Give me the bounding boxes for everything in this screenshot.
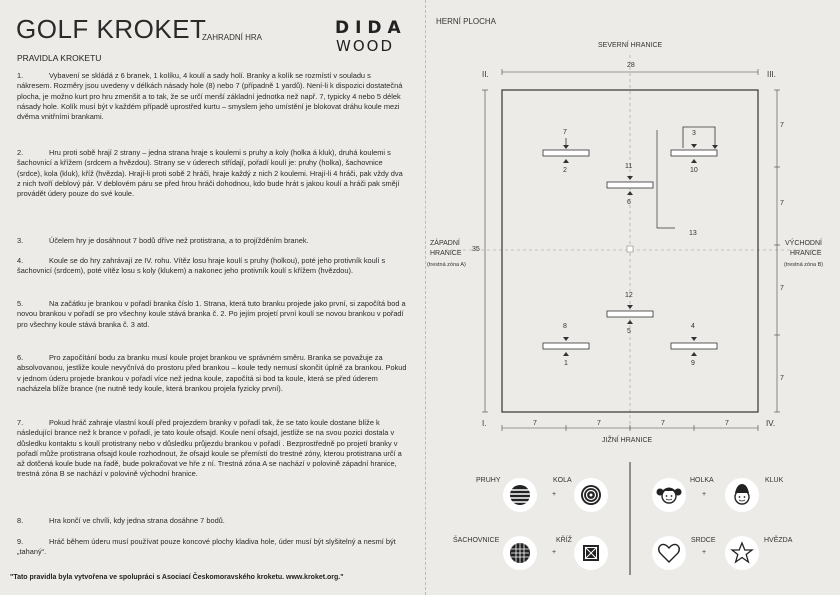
dim-east-3: 7	[780, 285, 784, 292]
ball-srdce	[652, 536, 686, 570]
ball-hvezda	[725, 536, 759, 570]
wicket-num: 5	[627, 328, 631, 335]
wicket-num: 9	[691, 360, 695, 367]
rule-text: Koule se do hry zahrávají ze IV. rohu. Vítěz losu hraje koulí s pruhy (holkou), poté jeho protivník koulí s šachovnicí (srdcem), poté vítěz losu s koly (klukem) a nakonec jeho protivník koulí s křížem (hvězdou).	[17, 256, 386, 276]
peg-number: 13	[689, 230, 697, 237]
rule-number: 9.	[17, 537, 24, 546]
legend-plus: +	[702, 549, 707, 556]
wicket-1	[543, 138, 589, 163]
route-arrow	[683, 127, 715, 148]
legend-hvezda: HVĚZDA	[764, 537, 793, 544]
field-width: 28	[627, 62, 635, 69]
dim-east-4: 7	[780, 375, 784, 382]
dim-south-4: 7	[725, 420, 729, 427]
dim-south-2: 7	[597, 420, 601, 427]
peg-pointer	[657, 130, 675, 228]
rules-heading: PRAVIDLA KROKETU	[17, 53, 102, 63]
rule-text: Na začátku je brankou v pořadí branka číslo 1. Strana, která tuto branku projede jako první, si započítá bod a novou brankou v pořadí se pro všechny koule stává branka č. 2. Po jejím projetí první koulí se novou brankou v pořadí pro všechny koule stává branka č. 3 atd.	[17, 299, 406, 329]
east-penalty-zone: (trestná zóna B)	[784, 262, 824, 268]
west-boundary-label-2: HRANICE	[430, 250, 462, 257]
rule-text: Hra končí ve chvíli, kdy jedna strana dosáhne 7 bodů.	[49, 516, 225, 525]
ball-kriz	[574, 536, 608, 570]
dim-east-1: 7	[780, 122, 784, 129]
wicket-3	[671, 144, 717, 163]
dim-south-1: 7	[533, 420, 537, 427]
rule-item	[17, 537, 407, 558]
rule-number: 3.	[17, 236, 24, 245]
wicket-num: 10	[690, 167, 698, 174]
ball-pruhy	[503, 478, 537, 512]
north-boundary-label: SEVERNÍ HRANICE	[598, 42, 663, 49]
corner-2-label: II.	[482, 70, 489, 79]
field-heading: HERNÍ PLOCHA	[436, 17, 497, 26]
footer-note: "Tato pravidla byla vytvořena ve spolupráci s Asociací Českomoravského kroketu. www.kroket.org."	[10, 574, 344, 581]
rule-item	[17, 299, 407, 330]
page-title: GOLF KROKET	[16, 14, 207, 44]
legend-plus: +	[552, 491, 557, 498]
wicket-num: 6	[627, 199, 631, 206]
logo-bottom: WOOD	[336, 37, 394, 55]
wicket-num: 4	[691, 323, 695, 330]
wicket-num: 3	[692, 130, 696, 137]
corner-3-label: III.	[767, 70, 776, 79]
south-boundary-label: JIŽNÍ HRANICE	[602, 437, 653, 444]
legend-pruhy: PRUHY	[476, 477, 501, 484]
rule-text: Vybavení se skládá z 6 branek, 1 kolíku, 4 koulí a sady holí. Branky a kolík se rozmístí v souladu s nákresem. Rozměry jsou uvedeny v délkách násady hole (8) nebo 7 (případně 1 yardů). Není-li k dispozici dostatečná plocha, je možno kurt pro hru zmenšit a to tak, že se určí menší základní jednotka než např. 7, typicky 4 nebo 5 délek násady hole. Kolík musí být v každém případě uprostřed kurtu – smyslem jeho umístění je blokovat dráhu koule mezi dvěma vnitřními brankami.	[17, 71, 403, 122]
rule-number: 1.	[17, 71, 24, 80]
wicket-num: 2	[563, 167, 567, 174]
peg	[627, 246, 633, 252]
rule-text: Hráč během úderu musí používat pouze koncové plochy kladiva hole, úder musí být slyšitelný a nesmí být „tahaný“.	[17, 537, 396, 557]
wicket-5	[543, 337, 589, 356]
rule-text: Pokud hráč zahraje vlastní koulí před projezdem branky v pořadí tak, že se tato koule dostane blíže k následující brance než k brance v pořadí, je tato koule ofsajd. Koule není ofsajd, jestliže se na svou pozici dostala v důsledku kontaktu s koulí protistrany nebo v důsledku průjezdu brankou v pořadí . Bezprostředně po projetí branky v pořadí může protistrana ofsajd koule rozhodnout, že ofsajd koule se přemístí do trestné zóny, kterou protistrana určí a až dotčená koule bude na řadě, bude pokračovat ve hře z ní. Trestná zóna A se nachází v polovině západní hranice, trestná zóna B se nachází v polovině východní hranice.	[17, 418, 402, 479]
wicket-4	[607, 305, 653, 324]
rule-number: 7.	[17, 418, 24, 427]
legend-kola: KOLA	[553, 477, 572, 484]
dim-south-3: 7	[661, 420, 665, 427]
wicket-6	[671, 337, 717, 356]
rule-text: Účelem hry je dosáhnout 7 bodů dříve než protistrana, a to projížděním branek.	[49, 236, 309, 245]
dim-east-2: 7	[780, 200, 784, 207]
legend-kluk: KLUK	[765, 477, 784, 484]
field-height: 35	[472, 246, 480, 253]
wicket-num: 1	[564, 360, 568, 367]
wicket-num: 12	[625, 292, 633, 299]
ball-sachovnice	[503, 536, 537, 570]
rule-number: 8.	[17, 516, 24, 525]
east-boundary-label: VÝCHODNÍ	[785, 240, 822, 247]
ball-kluk	[725, 478, 759, 512]
legend-plus: +	[552, 549, 557, 556]
legend-sachovnice: ŠACHOVNICE	[453, 537, 500, 544]
rule-item	[17, 256, 407, 277]
legend-srdce: SRDCE	[691, 537, 716, 544]
rule-number: 2.	[17, 148, 24, 157]
wicket-num: 11	[625, 163, 633, 170]
rule-item	[17, 236, 407, 246]
west-penalty-zone: (trestná zóna A)	[427, 262, 466, 268]
guide-lines	[445, 55, 820, 430]
rule-item	[17, 516, 407, 526]
rule-text: Hru proti sobě hrají 2 strany – jedna strana hraje s koulemi s pruhy a koly (holka á kluk), druhá koulemi s šachovnicí a křížem (srdcem a hvězdou). Strany se v úderech střídají, pořadí koulí je: pruhy (holka), šachovnice (srdce), kola (kluk), kříž (hvězda). Hrají-li proti sobě 2 hráči, hraje každý z nich 2 koulemi. Hrají-li 4 hráči, pak vždy dva z nich tvoří deblový pár. V deblovém páru se před hrou hráči dohodnou, kdo bude hrát s jakou koulí a hráči pak smějí provádět údery pouze do své koule.	[17, 148, 403, 199]
rule-item	[17, 353, 407, 394]
legend-holka: HOLKA	[690, 477, 714, 484]
east-boundary-label-2: HRANICE	[790, 250, 822, 257]
wicket-num: 7	[563, 129, 567, 136]
legend-kriz: KŘÍŽ	[556, 537, 572, 544]
rule-item	[17, 418, 407, 480]
ball-holka	[652, 478, 686, 512]
legend-plus: +	[702, 491, 707, 498]
logo-top: DIDA	[335, 18, 407, 38]
corner-4-label: IV.	[766, 419, 776, 428]
page-subtitle: ZAHRADNÍ HRA	[202, 33, 263, 42]
rule-number: 5.	[17, 299, 24, 308]
rule-number: 6.	[17, 353, 24, 362]
west-boundary-label: ZÁPADNÍ	[430, 240, 460, 247]
corner-1-label: I.	[482, 419, 487, 428]
wicket-num: 8	[563, 323, 567, 330]
wicket-2	[607, 176, 653, 195]
ball-kola	[574, 478, 608, 512]
rule-item	[17, 148, 407, 199]
rule-number: 4.	[17, 256, 24, 265]
rule-item	[17, 71, 407, 122]
rule-text: Pro započítání bodu za branku musí koule projet brankou ve správném směru. Branka se považuje za absolvovanou, jestliže koule nevyčnívá do prostoru před brankou – koule tedy nemusí skončit úplně za brankou. Pokud v jednom úderu projede brankou v pořadí více než jedna koule, započítá si bod ta koule, která se před úderem nacházela blíže brance (ne nutně tedy koule, která brankou projela fyzicky první).	[17, 353, 407, 393]
